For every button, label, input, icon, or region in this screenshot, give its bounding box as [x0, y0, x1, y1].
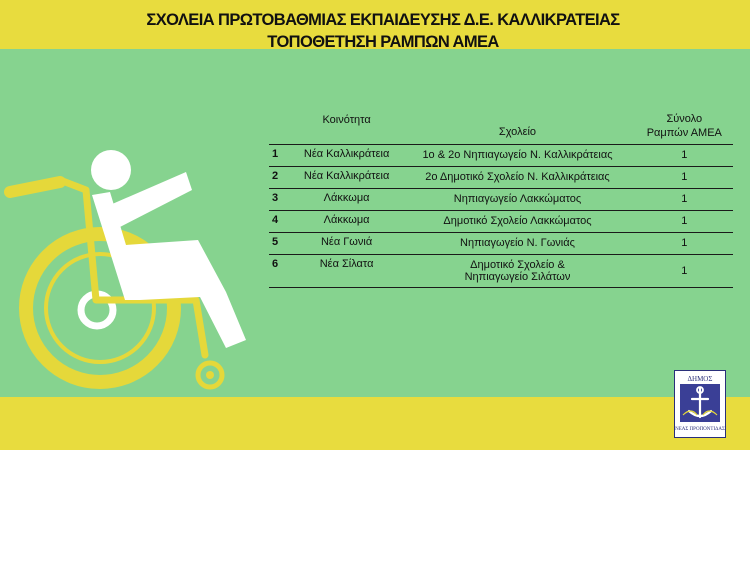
- row-community: Νέα Γωνιά: [294, 232, 400, 254]
- header-total-line-2: Ραμπών ΑΜΕΑ: [646, 127, 722, 139]
- row-number: 4: [269, 210, 294, 232]
- row-community: Νέα Σίλατα: [294, 254, 400, 287]
- row-school: 1ο & 2ο Νηπιαγωγείο Ν. Καλλικράτειας: [399, 144, 635, 166]
- row-number: 6: [269, 254, 294, 287]
- table-row: [269, 232, 733, 254]
- row-community: Νέα Καλλικράτεια: [294, 166, 400, 188]
- row-total: 1: [636, 254, 733, 287]
- header-school: Σχολείο: [399, 110, 635, 144]
- row-school-line-2: Νηπιαγωγείο Σιλάτων: [464, 270, 571, 283]
- table-row: [269, 188, 733, 210]
- table-row: [269, 210, 733, 232]
- row-school: 2ο Δημοτικό Σχολείο Ν. Καλλικράτειας: [399, 166, 635, 188]
- row-total: 1: [636, 188, 733, 210]
- table-row: [269, 166, 733, 188]
- table-row: [269, 254, 733, 287]
- header-total: [636, 110, 733, 144]
- row-community: Νέα Καλλικράτεια: [294, 144, 400, 166]
- municipality-logo: [674, 370, 726, 438]
- table-header-row: [269, 110, 733, 144]
- row-total: 1: [636, 166, 733, 188]
- row-number: 5: [269, 232, 294, 254]
- row-school-line-1: Δημοτικό Σχολείο &: [470, 258, 565, 271]
- row-number: 2: [269, 166, 294, 188]
- logo-emblem-icon: [675, 371, 725, 437]
- row-school: Δημοτικό Σχολείο Λακκώματος: [399, 210, 635, 232]
- wheelchair-icon: [0, 150, 270, 395]
- row-community: Λάκκωμα: [294, 210, 400, 232]
- logo-bottom-text: ΝΕΑΣ ΠΡΟΠΟΝΤΙΔΑΣ: [675, 427, 725, 432]
- ramps-table: [269, 110, 733, 288]
- header-community: Κοινότητα: [294, 110, 400, 144]
- row-total: 1: [636, 232, 733, 254]
- header-total-line-1: Σύνολο: [666, 113, 703, 125]
- row-school: Νηπιαγωγείο Λακκώματος: [399, 188, 635, 210]
- row-number: 1: [269, 144, 294, 166]
- title-line-2: ΤΟΠΟΘΕΤΗΣΗ ΡΑΜΠΩΝ ΑΜΕΑ: [267, 33, 499, 51]
- row-number: 3: [269, 188, 294, 210]
- header-num: [269, 110, 294, 144]
- title-line-1: ΣΧΟΛΕΙΑ ΠΡΩΤΟΒΑΘΜΙΑΣ ΕΚΠΑΙΔΕΥΣΗΣ Δ.Ε. ΚΑΛΛΙΚΡΑΤΕΙΑΣ: [146, 11, 620, 29]
- logo-top-text: ΔΗΜΟΣ: [687, 375, 713, 383]
- row-total: 1: [636, 210, 733, 232]
- table-row: [269, 144, 733, 166]
- row-school: [399, 254, 635, 287]
- row-community: Λάκκωμα: [294, 188, 400, 210]
- row-total: 1: [636, 144, 733, 166]
- row-school: Νηπιαγωγείο Ν. Γωνιάς: [399, 232, 635, 254]
- bottom-band: [0, 397, 750, 450]
